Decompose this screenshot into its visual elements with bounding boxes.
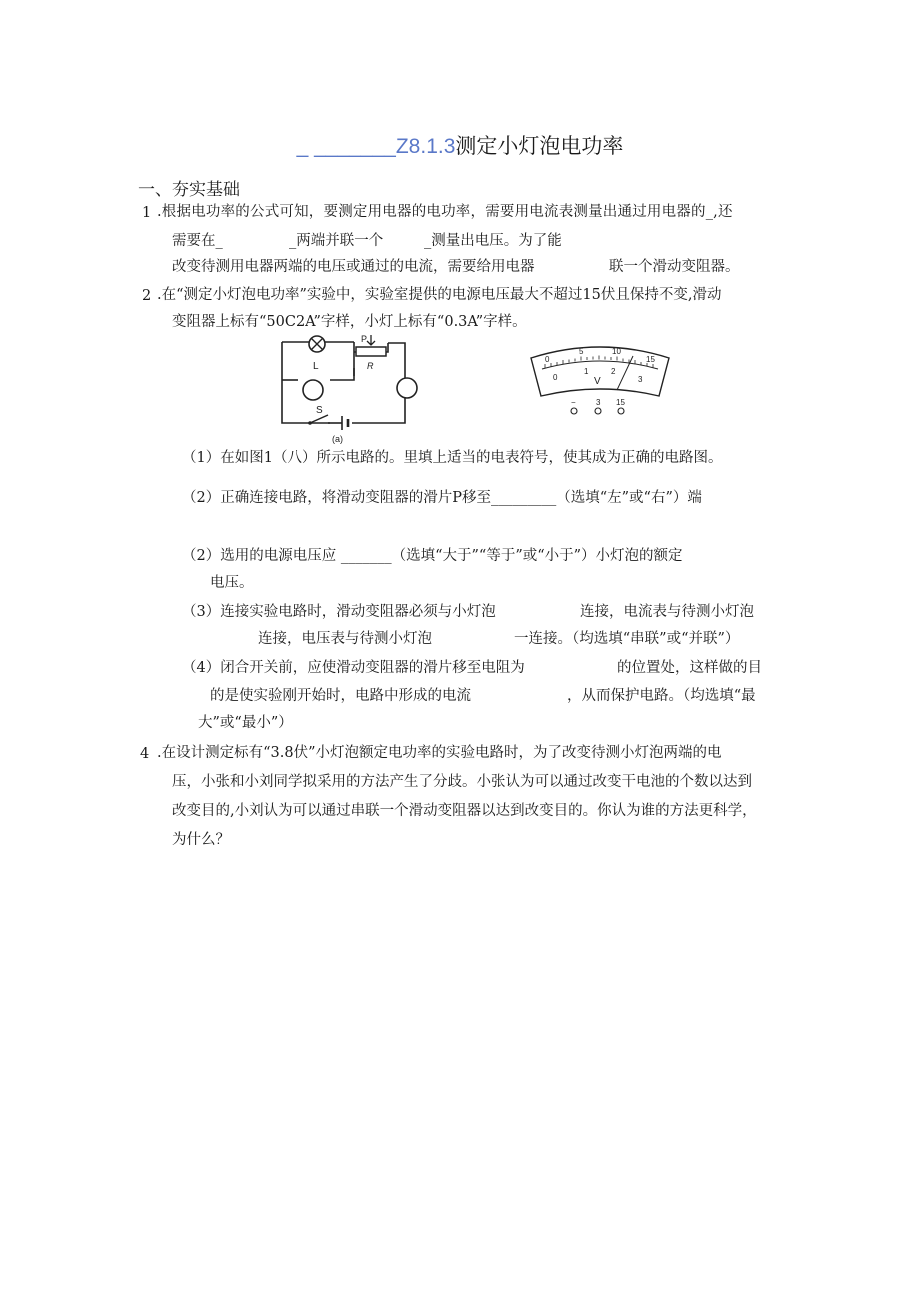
scale-top-10: 10 <box>612 347 621 356</box>
scale-top-5: 5 <box>579 347 584 356</box>
q1-number: 1 <box>142 205 152 221</box>
section-heading: 一、夯实基础 <box>138 180 240 200</box>
scale-top-0: 0 <box>545 355 550 364</box>
q2-number: 2 <box>142 288 152 304</box>
circuit-diagram <box>270 330 430 445</box>
terminal-15-icon <box>618 408 624 414</box>
voltmeter-dial <box>525 340 675 415</box>
title-text: 测定小灯泡电功率 <box>455 134 624 158</box>
q2-sub3-line2-b: 一连接。（均选填“串联”或“并联”） <box>514 631 740 647</box>
q2-sub3-line1-b: 连接，电流表与待测小灯泡 <box>580 604 754 620</box>
q2-sub1: （1）在如图1（八）所示电路的。里填上适当的电表符号，使其成为正确的电路图。 <box>182 450 723 466</box>
q1-line3-b: 联一个滑动变阻器。 <box>609 259 740 275</box>
q1-line3-a: 改变待测用电器两端的电压或通过的电流，需要给用电器 <box>172 259 535 275</box>
q2-sub2b-line2: 电压。 <box>210 575 254 591</box>
q2-sub3-line2-a: 连接，电压表与待测小灯泡 <box>258 631 432 647</box>
q2-sub4-line2-b: ，从而保护电路。（均选填“最 <box>567 688 756 704</box>
scale-top-15: 15 <box>646 355 655 364</box>
scale-bottom-2: 2 <box>611 367 616 376</box>
q4-line2: 压，小张和小刘同学拟采用的方法产生了分歧。小张认为可以通过改变干电池的个数以达到 <box>172 774 752 790</box>
q2-line2: 变阻器上标有“50C2A”字样，小灯上标有“0.3A”字样。 <box>172 314 527 330</box>
rheostat-label: R <box>367 361 374 371</box>
scale-bottom-3: 3 <box>638 375 643 384</box>
terminal-neg-label: − <box>571 398 576 407</box>
q2-sub2b-line1: （2）选用的电源电压应 _______（选填“大于”“等于”或“小于”）小灯泡的额定 <box>182 548 683 564</box>
lamp-icon <box>309 336 325 352</box>
terminal-3-icon <box>595 408 601 414</box>
q2-sub4-line1-b: 的位置处，这样做的目 <box>617 660 762 676</box>
circuit-caption: (a) <box>332 434 343 444</box>
q4-line4: 为什么？ <box>172 832 230 848</box>
title-code: Z8.1.3 <box>395 135 456 158</box>
title-prefix: _ _______ <box>296 135 396 158</box>
terminal-neg-icon <box>571 408 577 414</box>
q2-sub4-line1-a: （4）闭合开关前，应使滑动变阻器的滑片移至电阻为 <box>182 660 525 676</box>
lamp-label: L <box>313 361 319 372</box>
switch-label: S <box>316 405 323 416</box>
scale-bottom-0: 0 <box>553 373 558 382</box>
battery-icon <box>328 416 352 430</box>
q2-sub4-line2-a: 的是使实验刚开始时，电路中形成的电流 <box>210 688 471 704</box>
q1-line2-b: _两端并联一个 <box>289 233 384 249</box>
q2-sub3-line1-a: （3）连接实验电路时，滑动变阻器必须与小灯泡 <box>182 604 496 620</box>
q1-line2-c: _测量出电压。为了能 <box>424 233 562 249</box>
q4-line3: 改变目的,小刘认为可以通过串联一个滑动变阻器以达到改变目的。你认为谁的方法更科学， <box>172 803 757 819</box>
meter-unit: V <box>594 376 601 387</box>
meter-circle-right <box>397 378 417 398</box>
slider-label: P <box>361 334 368 344</box>
terminal-3-label: 3 <box>596 398 601 407</box>
q2-sub4-line3: 大”或“最小”） <box>198 715 293 731</box>
scale-bottom-1: 1 <box>584 367 589 376</box>
q1-line2-a: 需要在_ <box>172 233 223 249</box>
terminal-15-label: 15 <box>616 398 625 407</box>
q4-number: 4 <box>140 746 150 762</box>
page-title <box>0 130 920 160</box>
q2-line1: .在“测定小灯泡电功率”实验中，实验室提供的电源电压最大不超过15伏且保持不变,滑动 <box>157 287 722 303</box>
meter-circle-left <box>303 380 323 400</box>
q2-sub2a: （2）正确连接电路，将滑动变阻器的滑片P移至_________（选填“左”或“右”）端 <box>182 490 702 506</box>
q1-line1: .根据电功率的公式可知，要测定用电器的电功率，需要用电流表测量出通过用电器的_,还 <box>157 204 733 220</box>
q4-line1: .在设计测定标有“3.8伏”小灯泡额定电功率的实验电路时，为了改变待测小灯泡两端的电 <box>157 745 722 761</box>
